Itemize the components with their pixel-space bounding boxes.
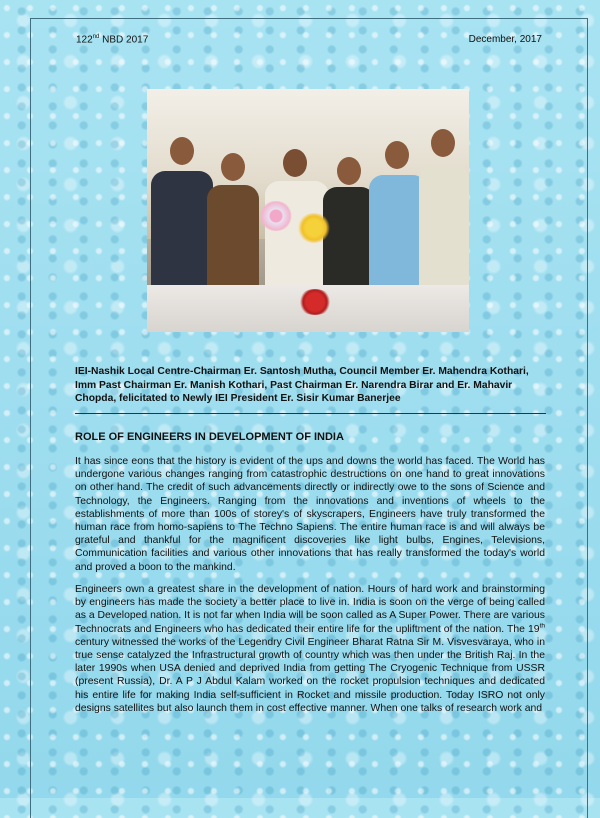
issue-label: 122nd NBD 2017 [76, 34, 149, 46]
issue-date: December, 2017 [468, 34, 542, 45]
photo-caption: IEI-Nashik Local Centre-Chairman Er. Santosh Mutha, Council Member Er. Mahendra Kothari, Imm Past Chairman Er. Manish Kothari, Past Chairman Er. Narendra Birar and Er. Mahavir Chopda, felicitated to Newly IEI President Er. Sisir Kumar Banerjee [75, 366, 529, 404]
felicitation-photo [147, 89, 469, 332]
article-paragraph-1: It has since eons that the history is evident of the ups and downs the world has faced. The World has undergone various changes ranging from catastrophic destructions on one hand to great innovations on other hand. The credit of such advancements directly or indirectly owe to the sons of Science and Technology, the Engineers. Ranging from the innovations and inventions of wheels to the establishments of more than 100s of storey's of skyscrapers, Engineers have truly transformed the human race from homo-sapiens to The Techno Sapiens. The entire human race is and will always be grateful and thankful for the magnificent discoveries like light bulbs, Engines, Televisions, Communication facilities and various other innovations that has really transformed the today's world and proved a boon to the mankind. [75, 456, 545, 573]
article-paragraph-2: Engineers own a greatest share in the development of nation. Hours of hard work and brainstorming by engineers has made the society a better place to live in. India is soon on the verge of being called as a Developed nation. It is not far when India will be soon called as A Super Power. There are various Technocrats and Engineers who has dedicated their entire life for the upliftment of the nation. The 19th century witnessed the works of the Legendry Civil Engineer Bharat Ratna Sir M. Visvesvaraya, who in true sense catalyzed the Infrastructural growth of country which was then under the British Raj. In the later 1990s when USA denied and deprived India from getting The Cryogenic Technique from USSR (present Russia), Dr. A P J Abdul Kalam worked on the rocket propulsion techniques and dedicated his entire life for making India self-sufficient in Rocket and missile production. Today ISRO not only designs satellites but also launch them in cost effective manner. When one talks of research work and [75, 584, 545, 714]
article-title: ROLE OF ENGINEERS IN DEVELOPMENT OF INDIA [75, 431, 344, 443]
section-divider [75, 413, 546, 414]
